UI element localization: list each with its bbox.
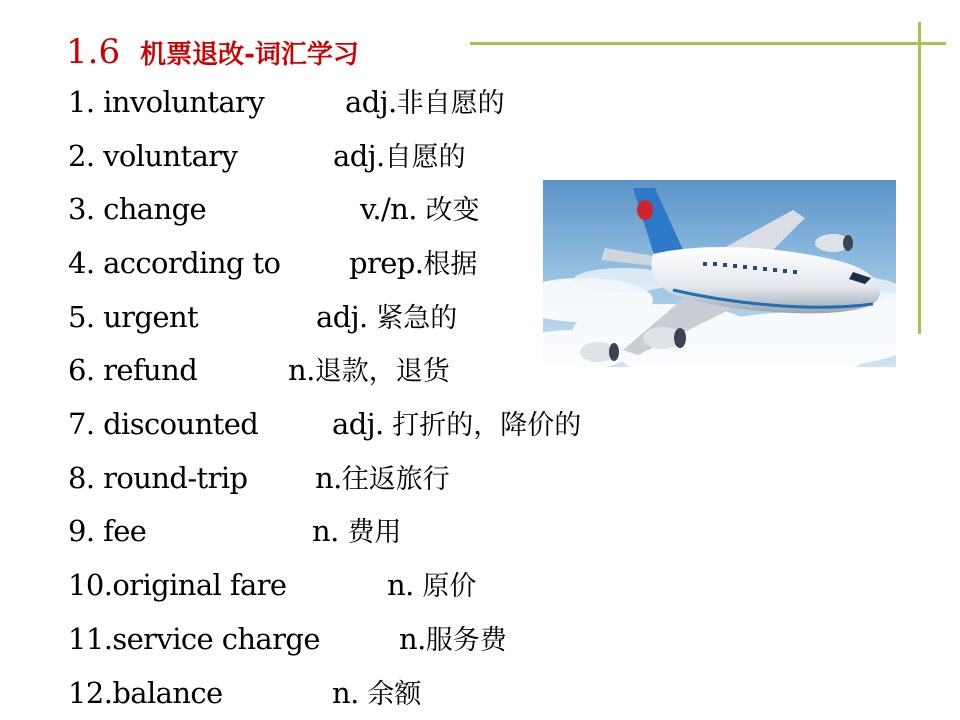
vocab-term: 4. according to [68, 246, 281, 280]
vocab-term: 1. involuntary [68, 85, 265, 119]
vocab-definition [387, 565, 476, 610]
vocab-meaning: 非自愿的 [396, 88, 505, 119]
vocab-pos: n. [399, 622, 426, 656]
title-underline-decoration [470, 42, 946, 45]
vocab-definition [312, 511, 401, 556]
vocab-definition [332, 673, 421, 718]
vocab-pos: n. [332, 676, 368, 710]
vocab-definition [316, 297, 457, 342]
vocab-meaning: 自愿的 [384, 142, 466, 173]
vocab-definition [349, 243, 477, 288]
vocab-definition [345, 82, 505, 127]
vocab-term: 12.balance [68, 676, 223, 710]
vocab-meaning: 紧急的 [376, 303, 458, 334]
vocab-definition [399, 619, 507, 664]
vocab-term: 7. discounted [68, 407, 259, 441]
vocab-pos: adj. [332, 407, 393, 441]
vocab-term: 11.service charge [68, 622, 320, 656]
vocab-pos: n. [315, 461, 342, 495]
airplane-photo [543, 180, 896, 367]
vocab-pos: prep. [349, 246, 424, 280]
vocab-meaning: 根据 [423, 249, 478, 280]
vocab-definition [288, 350, 450, 395]
vocab-pos: v./n. [360, 192, 426, 226]
vocab-pos: adj. [316, 300, 377, 334]
vocab-term: 6. refund [68, 353, 198, 387]
vocab-term: 3. change [68, 192, 207, 226]
vocab-pos: n. [288, 353, 315, 387]
vocab-pos: adj. [333, 139, 385, 173]
title-number: 1.6 [66, 32, 121, 72]
vocab-pos: adj. [345, 85, 397, 119]
slide-title [66, 30, 359, 74]
vocab-term: 2. voluntary [68, 139, 238, 173]
vocab-pos: n. [387, 568, 423, 602]
vocab-definition [333, 136, 466, 181]
vocab-term: 8. round-trip [68, 461, 248, 495]
vocab-meaning: 原价 [422, 571, 477, 602]
vocab-meaning: 服务费 [425, 625, 507, 656]
vocab-meaning: 费用 [347, 517, 402, 548]
title-text: 机票退改-词汇学习 [140, 39, 359, 70]
vocab-definition [315, 458, 450, 503]
vocab-term: 10.original fare [68, 568, 287, 602]
vocab-definition [360, 189, 479, 234]
vertical-line-decoration [918, 22, 921, 334]
vocab-term: 5. urgent [68, 300, 199, 334]
vocab-definition [332, 404, 581, 449]
vocab-term: 9. fee [68, 514, 147, 548]
vocab-meaning: 余额 [367, 679, 422, 710]
vocab-meaning: 往返旅行 [341, 464, 450, 495]
vocab-pos: n. [312, 514, 348, 548]
vocab-meaning: 退款，退货 [314, 356, 450, 387]
vocab-meaning: 改变 [425, 195, 480, 226]
vocab-meaning: 打折的，降价的 [392, 410, 582, 441]
